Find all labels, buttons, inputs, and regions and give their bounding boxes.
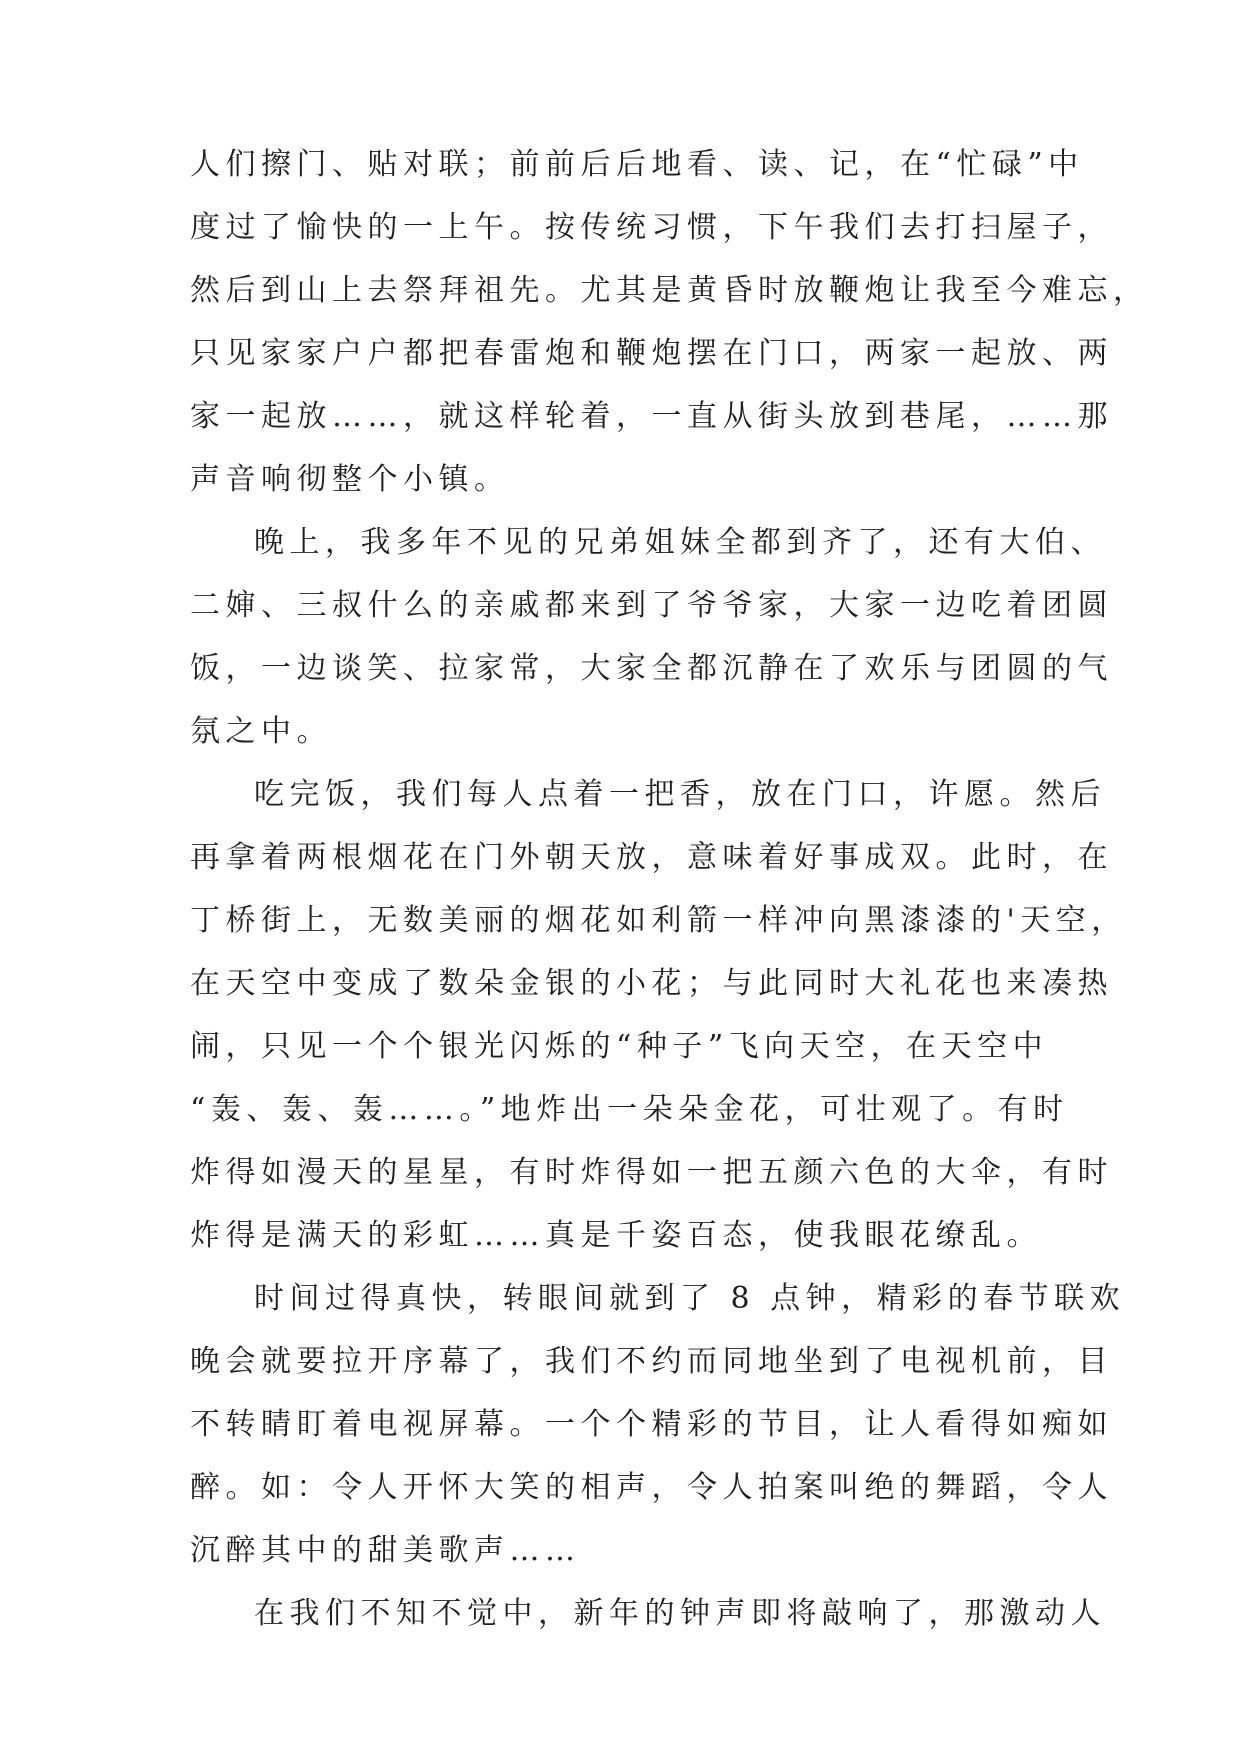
paragraph-first-line: 吃完饭，我们每人点着一把香，放在门口，许愿。然后 [254, 777, 1106, 812]
text-line: 然后到山上去祭拜祖先。尤其是黄昏时放鞭炮让我至今难忘， [190, 273, 1149, 308]
text-line: 声音响彻整个小镇。 [190, 462, 510, 497]
text-line: 醉。如：令人开怀大笑的相声，令人拍案叫绝的舞蹈，令人 [190, 1470, 1113, 1505]
text-line: 饭，一边谈笑、拉家常，大家全都沉静在了欢乐与团圆的气 [190, 651, 1113, 686]
text-line: 人们擦门、贴对联；前前后后地看、读、记，在“忙碌”中 [190, 147, 1084, 182]
text-line: 再拿着两根烟花在门外朝天放，意味着好事成双。此时，在 [190, 840, 1113, 875]
text-line: 在天空中变成了数朵金银的小花；与此同时大礼花也来凑热 [190, 966, 1113, 1001]
paragraph-first-line: 晚上，我多年不见的兄弟姐妹全都到齐了，还有大伯、 [254, 525, 1106, 560]
paragraph-first-line: 时间过得真快，转眼间就到了 8 点钟，精彩的春节联欢 [254, 1281, 1126, 1316]
text-line: 炸得如漫天的星星，有时炸得如一把五颜六色的大伞，有时 [190, 1155, 1113, 1190]
text-line: 炸得是满天的彩虹……真是千姿百态，使我眼花缭乱。 [190, 1218, 1042, 1253]
text-line: 氛之中。 [190, 714, 332, 749]
text-line: 闹，只见一个个银光闪烁的“种子”飞向天空，在天空中 [190, 1029, 1049, 1064]
text-line: 丁桥街上，无数美丽的烟花如利箭一样冲向黑漆漆的'天空， [190, 903, 1127, 938]
text-line: “轰、轰、轰……。”地炸出一朵朵金花，可壮观了。有时 [190, 1092, 1069, 1127]
text-line: 只见家家户户都把春雷炮和鞭炮摆在门口，两家一起放、两 [190, 336, 1113, 371]
paragraph-first-line: 在我们不知不觉中，新年的钟声即将敲响了，那激动人 [254, 1596, 1106, 1631]
text-line: 晚会就要拉开序幕了，我们不约而同地坐到了电视机前，目 [190, 1344, 1113, 1379]
text-line: 家一起放……，就这样轮着，一直从街头放到巷尾，……那 [190, 399, 1113, 434]
text-line: 不转睛盯着电视屏幕。一个个精彩的节目，让人看得如痴如 [190, 1407, 1113, 1442]
text-line: 二婶、三叔什么的亲戚都来到了爷爷家，大家一边吃着团圆 [190, 588, 1113, 623]
text-line: 度过了愉快的一上午。按传统习惯，下午我们去打扫屋子， [190, 210, 1113, 245]
text-line: 沉醉其中的甜美歌声…… [190, 1533, 581, 1568]
